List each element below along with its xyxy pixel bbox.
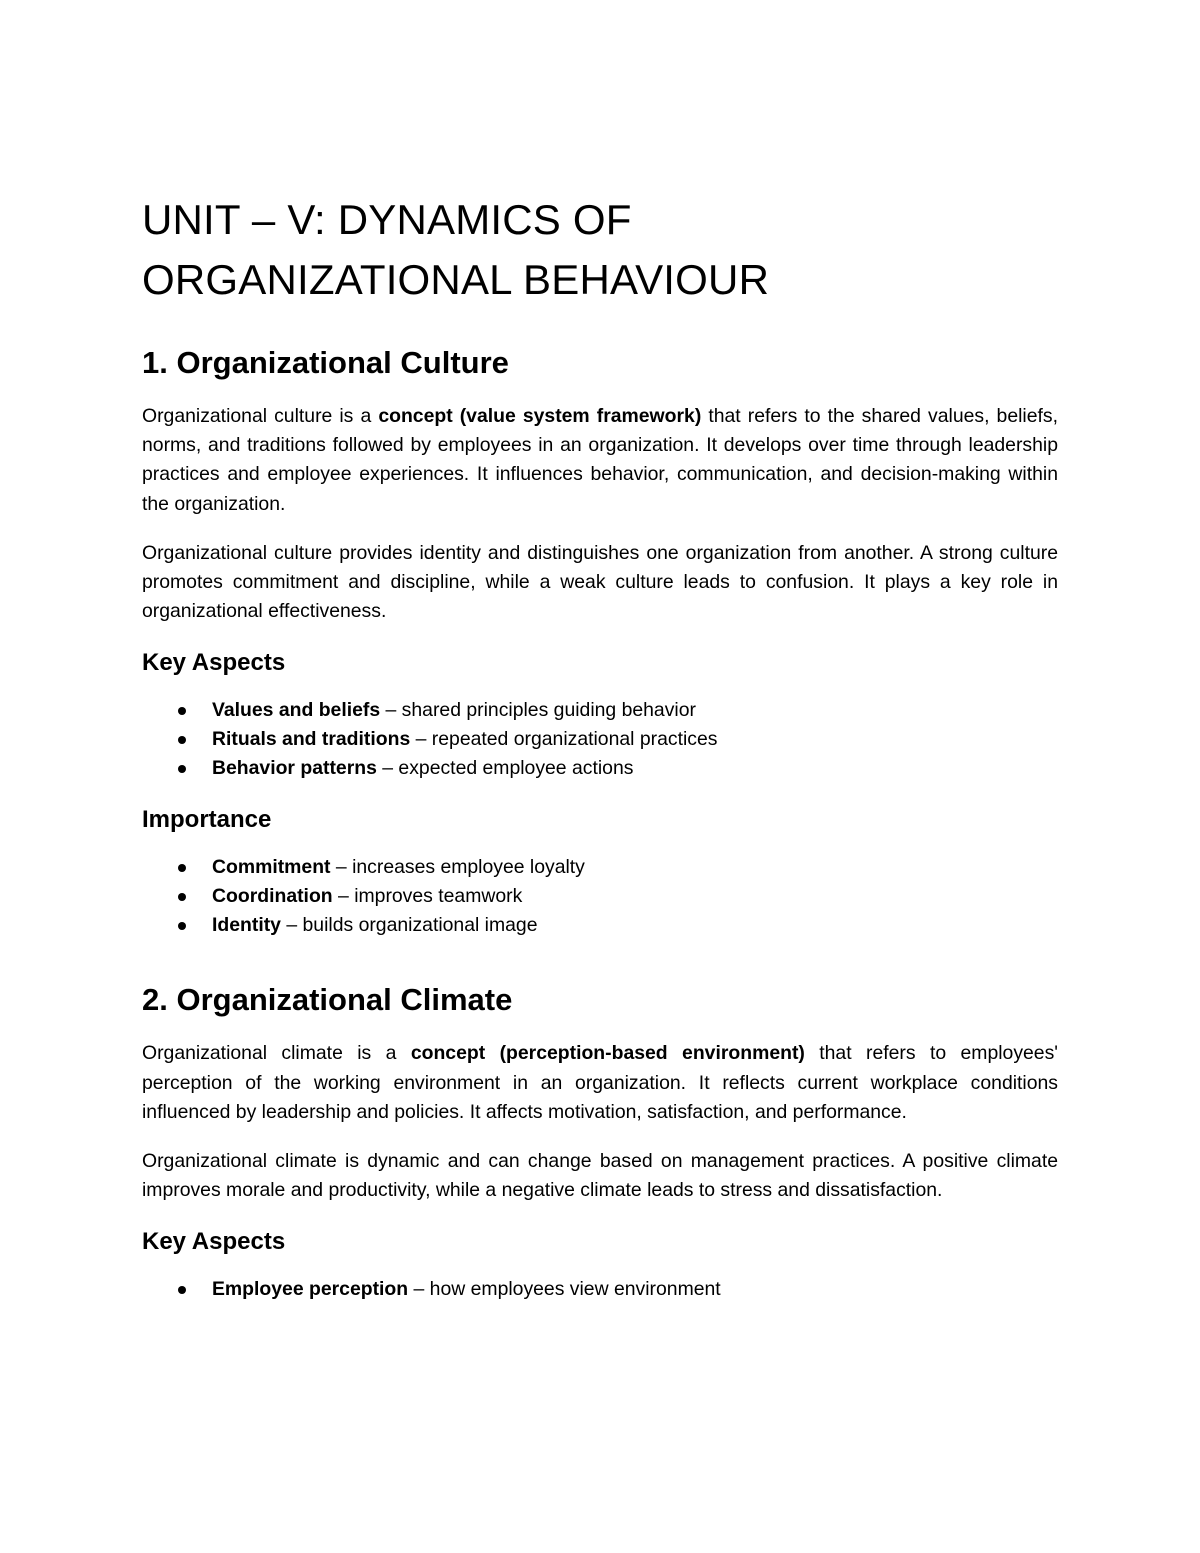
list-item-term: Coordination — [212, 885, 333, 908]
section-1-key-aspects-list — [142, 696, 1058, 783]
list-item — [142, 696, 1058, 725]
bullet-icon — [178, 1286, 186, 1294]
document-title-line-2: ORGANIZATIONAL BEHAVIOUR — [142, 256, 770, 303]
section-2-paragraph-2: Organizational climate is dynamic and can change based on management practices. A positive climate improves morale and productivity, while a negative climate leads to stress and dissatisfaction. — [142, 1150, 1058, 1202]
list-item — [142, 882, 1058, 911]
list-item-description: – how employees view environment — [408, 1278, 721, 1301]
paragraph-text: that refers to the shared values, beliefs, norms, and traditions followed by employees in an organization. It develops over time through leadership practices and employee experiences. It influences behavior, communication, and decision-making within the organization. — [142, 405, 1058, 515]
list-item-term: Rituals and traditions — [212, 728, 411, 751]
section-1-key-aspects-heading: Key Aspects — [142, 649, 286, 677]
section-2-paragraph-1 — [142, 1039, 1058, 1127]
list-item-term: Commitment — [212, 856, 331, 879]
list-item-term: Values and beliefs — [212, 699, 381, 722]
bullet-icon — [178, 736, 186, 744]
section-1-importance-list — [142, 853, 1058, 940]
list-item — [142, 754, 1058, 783]
bullet-icon — [178, 893, 186, 901]
section-1-paragraph-2: Organizational culture provides identity and distinguishes one organization from another. A strong culture promotes commitment and discipline, while a weak culture leads to confusion. It plays a key role in organizational effectiveness. — [142, 541, 1058, 623]
paragraph-text: Organizational climate is a — [142, 1042, 411, 1065]
list-item-term: Employee perception — [212, 1278, 409, 1301]
list-item-description: – increases employee loyalty — [330, 856, 585, 879]
list-item — [142, 911, 1058, 940]
list-item-description: – shared principles guiding behavior — [380, 699, 696, 722]
bullet-icon — [178, 707, 186, 715]
section-1-importance-heading: Importance — [142, 806, 272, 834]
document-page — [142, 190, 1058, 1304]
paragraph-text: Organizational culture is a — [142, 405, 379, 427]
list-item — [142, 725, 1058, 754]
list-item-description: – builds organizational image — [280, 914, 538, 937]
paragraph-bold-text: concept (value system framework) — [378, 405, 702, 427]
section-1-heading: 1. Organizational Culture — [142, 345, 509, 380]
section-2-key-aspects-list — [142, 1275, 1058, 1304]
document-title-line-1: UNIT – V: DYNAMICS OF — [142, 196, 632, 243]
section-1-paragraph-1 — [142, 402, 1058, 519]
section-2-heading: 2. Organizational Climate — [142, 982, 513, 1018]
bullet-icon — [178, 765, 186, 773]
list-item-description: – improves teamwork — [332, 885, 523, 908]
list-item-description: – expected employee actions — [376, 757, 634, 780]
bullet-icon — [178, 922, 186, 930]
list-item-term: Identity — [212, 914, 281, 937]
list-item — [142, 1275, 1058, 1304]
list-item — [142, 853, 1058, 882]
bullet-icon — [178, 864, 186, 872]
paragraph-text: that refers to employees' perception of the working environment in an organization. It reflects current workplace conditions influenced by leadership and policies. It affects motivation, satisfaction, and performance. — [142, 1042, 1058, 1123]
list-item-description: – repeated organizational practices — [410, 728, 718, 751]
section-2-key-aspects-heading: Key Aspects — [142, 1228, 286, 1256]
paragraph-bold-text: concept (perception-based environment) — [410, 1042, 805, 1065]
list-item-term: Behavior patterns — [212, 757, 377, 780]
document-title — [142, 190, 1058, 310]
